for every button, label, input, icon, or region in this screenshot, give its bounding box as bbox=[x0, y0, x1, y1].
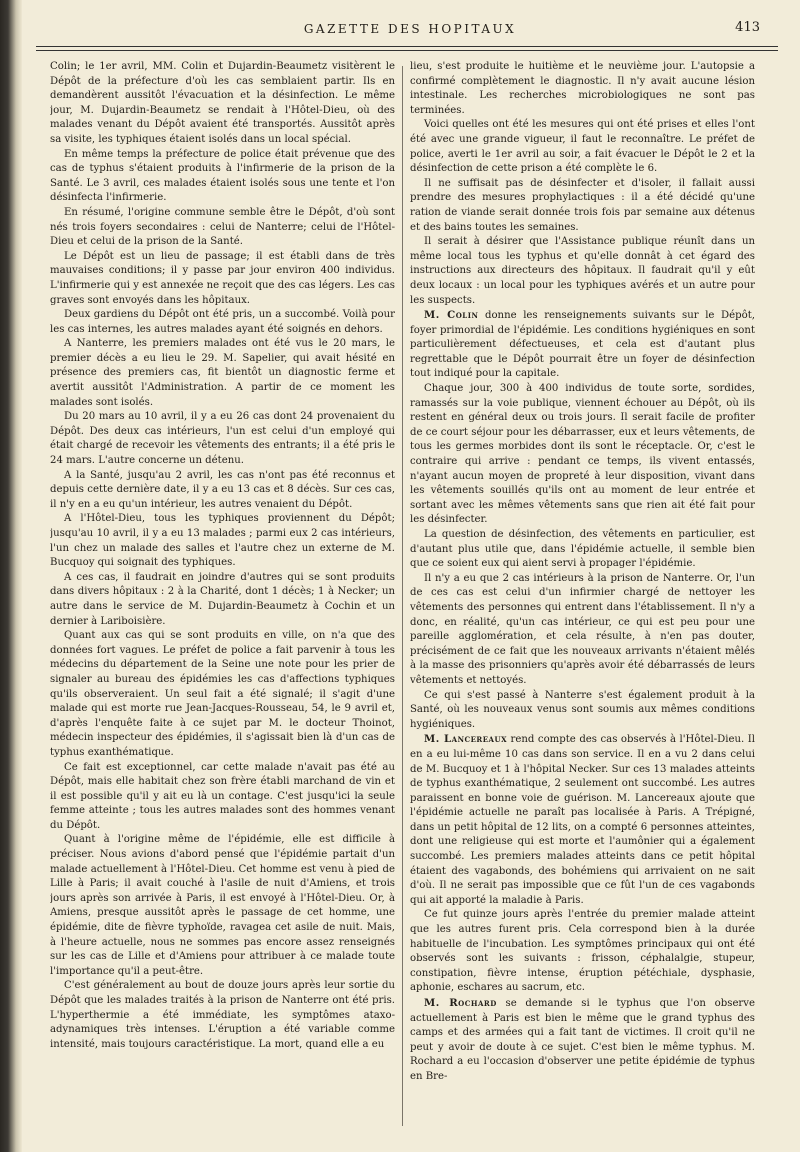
column-divider bbox=[402, 66, 403, 1126]
paragraph bbox=[410, 177, 755, 235]
paragraph: Le Dépôt est un lieu de passage; il est établi dans de très mauvaises conditions; il y passe par jour environ 400 individus. L'infirmerie qui y est annexée ne reçoit que des cas légers. Les cas graves sont envoyés dans les hôpitaux. bbox=[50, 250, 395, 306]
paragraph: Deux gardiens du Dépôt ont été pris, un a succombé. Voilà pour les cas internes, les autres malades ayant été soignés en dehors. bbox=[50, 309, 395, 335]
left-column bbox=[50, 60, 395, 1135]
paragraph-text: Chaque jour, 300 à 400 individus de toute sorte, sordides, ramassés sur la voie publique, viennent échouer au Dépôt, où ils restent en général deux ou trois jours. Il serait facile de profiter de ce court séjour pour les débarrasser, eux et leurs vêtements, de tous les germes morbides dont ils sont le réceptacle. Or, c'est le contraire qui arrive : pendant ce temps, ils vivent entassés, n'ayant aucun moyen de propreté à leur disposition, vivant dans les vêtements souillés qu'ils ont au moment de leur entrée et sortant avec les mêmes vêtements sans que rien ait été fait pour les désinfecter. bbox=[410, 383, 755, 526]
paragraph bbox=[410, 382, 755, 528]
paragraph bbox=[410, 908, 755, 996]
paragraph-text: lieu, s'est produite le huitième et le neuvième jour. L'autopsie a confirmé complètement le diagnostic. Il n'y avait aucune lésion intestinale. Les recherches microbiologiques ne sont pas terminées. bbox=[410, 61, 755, 116]
paragraph: A Nanterre, les premiers malades ont été vus le 20 mars, le premier décès a eu lieu le 29. M. Sapelier, qui avait hésité en présence des premiers cas, fit bientôt un diagnostic ferme et avertit aussitôt l'Administration. A partir de ce moment les malades sont isolés. bbox=[50, 338, 395, 408]
paragraph bbox=[410, 235, 755, 308]
header-rule bbox=[36, 46, 778, 51]
right-column bbox=[410, 60, 755, 1135]
paragraph bbox=[410, 572, 755, 689]
paragraph bbox=[410, 60, 755, 118]
page-number: 413 bbox=[735, 20, 760, 35]
paragraph: Quant à l'origine même de l'épidémie, elle est difficile à préciser. Nous avions d'abord pensé que l'épidémie partait d'un malade actuellement à l'Hôtel-Dieu. Cet homme est venu à pied de Lille à Paris; il avait couché à l'asile de nuit d'Amiens, et trois jours après son arrivée à Paris, il est envoyé à l'Hôtel-Dieu. Or, à Amiens, presque aussitôt après le passage de cet homme, une épidémie, dite de fièvre typhoïde, ravagea cet asile de nuit. Mais, à l'heure actuelle, nous ne sommes pas encore assez renseignés sur les cas de Lille et d'Amiens pour attribuer à ce malade toute l'importance qu'il a peut-être. bbox=[50, 834, 395, 977]
speaker-name: M. Colin bbox=[424, 309, 479, 322]
paragraph: Quant aux cas qui se sont produits en ville, on n'a que des données fort vagues. Le préfet de police a fait parvenir à tous les médecins du département de la Seine une note pour les prier de signaler au bureau des épidémies les cas d'affections typhiques qu'ils observeraient. Un seul fait a été signalé; il s'agit d'une malade qui est morte rue Jean-Jacques-Rousseau, 54, le 9 avril et, d'après l'enquête faite à ce sujet par M. le docteur Thoinot, médecin inspecteur des épidémies, il s'agissait bien là d'un cas de typhus exanthématique. bbox=[50, 630, 395, 758]
paragraph: En résumé, l'origine commune semble être le Dépôt, d'où sont nés trois foyers secondaires : celui de Nanterre; celui de l'Hôtel-Dieu et celui de la prison de la Santé. bbox=[50, 206, 395, 248]
text-columns bbox=[50, 60, 770, 1140]
paragraph: Ce fait est exceptionnel, car cette malade n'avait pas été au Dépôt, mais elle habitait chez son frère établi marchand de vin et il est possible qu'il y ait eu là un contage. C'est jusqu'ici la seule femme atteinte ; tous les autres malades sont des hommes venant du Dépôt. bbox=[50, 761, 395, 831]
paragraph: En même temps la préfecture de police était prévenue que des cas de typhus s'étaient produits à l'infirmerie de la prison de la Santé. Le 3 avril, ces malades étaient isolés sous une tente et l'on désinfecta l'infirmerie. bbox=[50, 148, 395, 204]
speaker-paragraph bbox=[410, 308, 755, 382]
paragraph-text: rend compte des cas observés à l'Hôtel-Dieu. Il en a eu lui-même 10 cas dans son service. Il en a vu 2 dans celui de M. Bucquoy et 1 à l'hôpital Necker. Sur ces 13 malades atteints de typhus exanthématique, 2 seulement ont succombé. Les autres paraissent en bonne voie de guérison. M. Lancereaux ajoute que l'épidémie actuelle ne paraît pas localisée à Paris. A Trépigné, dans un petit hôpital de 12 lits, on a compté 6 personnes atteintes, dont une religieuse qui est morte et l'aumônier qui a également succombé. Les premiers malades atteints dans ce petit hôpital étaient des vagabonds, des bohémiens qui arrivaient on ne sait d'où. Il ne serait pas impossible que ce fût l'un de ces vagabonds qui ait apporté la maladie à Paris. bbox=[410, 734, 755, 906]
paragraph-text: Voici quelles ont été les mesures qui ont été prises et elles l'ont été avec une grande vigueur, il faut le reconnaître. Le préfet de police, averti le 1er avril au soir, a fait évacuer le Dépôt le 2 et la désinfection de cette prison a été complète le 6. bbox=[410, 119, 755, 175]
paragraph-text: La question de désinfection, des vêtements en particulier, est d'autant plus utile que, dans l'épidémie actuelle, il semble bien que ce soient eux qui aient servi à propager l'épidémie. bbox=[410, 529, 755, 570]
paragraph-text: se demande si le typhus que l'on observe actuellement à Paris est bien le même que le grand typhus des camps et des armées qui a fait tant de victimes. Il croit qu'il ne peut y avoir de doute à ce sujet. C'est bien le même typhus. M. Rochard a eu l'occasion d'observer une petite épidémie de typhus en Bre- bbox=[410, 998, 755, 1082]
paragraph-text: donne les renseignements suivants sur le Dépôt, foyer primordial de l'épidémie. Les conditions hygiéniques en sont particulièrement défectueuses, et cela est d'autant plus regrettable que le Dépôt pourrait être un foyer de désinfection tout indiqué pour la capitale. bbox=[410, 310, 755, 380]
paragraph-text: Ce qui s'est passé à Nanterre s'est également produit à la Santé, où les nouveaux venus sont soumis aux mêmes conditions hygiéniques. bbox=[410, 689, 755, 730]
paragraph bbox=[410, 118, 755, 176]
paragraph-text: Il ne suffisait pas de désinfecter et d'isoler, il fallait aussi prendre des mesures prophylactiques : il a été décidé qu'une ration de viande serait donnée trois fois par semaine aux détenus et des bains toutes les semaines. bbox=[410, 177, 755, 233]
paragraph: A ces cas, il faudrait en joindre d'autres qui se sont produits dans divers hôpitaux : 2 à la Charité, dont 1 décès; 1 à Necker; un autre dans le service de M. Dujardin-Beaumetz à Cochin et un dernier à Lariboisière. bbox=[50, 571, 395, 627]
paragraph-text: Il serait à désirer que l'Assistance publique réunît dans un même local tous les typhus et qu'elle donnât à cet égard des instructions aux directeurs des hôpitaux. Il faudrait qu'il y eût deux locaux : un local pour les typhiques avérés et un autre pour les suspects. bbox=[410, 236, 755, 306]
running-title: GAZETTE DES HOPITAUX bbox=[303, 22, 517, 36]
page-header bbox=[40, 18, 780, 58]
paragraph: Du 20 mars au 10 avril, il y a eu 26 cas dont 24 provenaient du Dépôt. Des deux cas intérieurs, l'un est celui d'un employé qui était chargé de recevoir les vêtements des entrants; il a été pris le 24 mars. L'autre concerne un détenu. bbox=[50, 411, 395, 467]
speaker-paragraph bbox=[410, 732, 755, 908]
page-binding-shadow bbox=[0, 0, 22, 1152]
paragraph bbox=[410, 689, 755, 733]
paragraph-text: Il n'y a eu que 2 cas intérieurs à la prison de Nanterre. Or, l'un de ces cas est celui d'un infirmier chargé de nettoyer les vêtements des personnes qui entrent dans l'établissement. Il n'y a donc, en réalité, qu'un cas intérieur, ce qui est peu pour une pareille agglomération, et cela résulte, à n'en pas douter, précisément de ce fait que les nouveaux arrivants n'étaient mêlés à la masse des prisonniers qu'après avoir été débarrassés de leurs vêtements et nettoyés. bbox=[410, 572, 755, 686]
paragraph: A la Santé, jusqu'au 2 avril, les cas n'ont pas été reconnus et depuis cette dernière date, il y a eu 13 cas et 8 décès. Sur ces cas, il n'y en a eu qu'un intérieur, les autres venaient du Dépôt. bbox=[50, 469, 395, 510]
paragraph: C'est généralement au bout de douze jours après leur sortie du Dépôt que les malades traités à la prison de Nanterre ont été pris. L'hyperthermie a été immédiate, les symptômes ataxo-adynamiques très intenses. L'éruption a été variable comme intensité, mais toujours caractéristique. La mort, quand elle a eu bbox=[50, 980, 395, 1050]
speaker-name: M. Rochard bbox=[424, 997, 497, 1009]
speaker-name: M. Lancereaux bbox=[424, 733, 508, 746]
paragraph-text: Ce fut quinze jours après l'entrée du premier malade atteint que les autres furent pris. Cela correspond bien à la durée habituelle de l'incubation. Les symptômes principaux qui ont été observés sont les suivants : frisson, céphalalgie, stupeur, constipation, fièvre intense, éruption pétéchiale, dysphasie, aphonie, eschares au sacrum, etc. bbox=[410, 909, 755, 994]
paragraph: Colin; le 1er avril, MM. Colin et Dujardin-Beaumetz visitèrent le Dépôt de la préfecture d'où les cas semblaient partir. Ils en demandèrent aussitôt l'évacuation et la désinfection. Le même jour, M. Dujardin-Beaumetz se rendait à l'Hôtel-Dieu, où des malades venant du Dépôt avaient été transportés. Aussitôt après sa visite, les typhiques étaient isolés dans un local spécial. bbox=[50, 61, 395, 145]
speaker-paragraph bbox=[410, 996, 755, 1085]
paragraph: A l'Hôtel-Dieu, tous les typhiques proviennent du Dépôt; jusqu'au 10 avril, il y a eu 13 malades ; parmi eux 2 cas intérieurs, l'un chez un malade des salles et l'autre chez un externe de M. Bucquoy qui soignait des typhiques. bbox=[50, 513, 395, 569]
paragraph bbox=[410, 528, 755, 572]
